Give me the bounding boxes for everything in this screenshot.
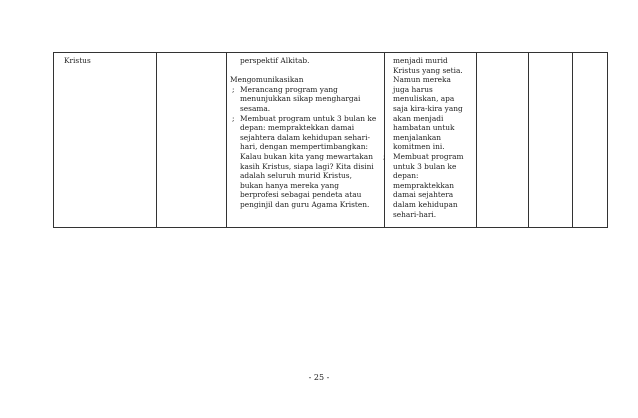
activity-line: sejahtera dalam kehidupan sehari-: [240, 132, 370, 142]
activity-heading: Mengomunikasikan: [230, 75, 304, 85]
column-divider: [226, 53, 227, 227]
activity-line: Membuat program untuk 3 bulan ke: [240, 113, 377, 123]
assessment-line: akan menjadi: [393, 113, 444, 123]
assessment-line: sehari-hari.: [393, 209, 437, 219]
activity-line: adalah seluruh murid Kristus,: [240, 171, 352, 181]
assessment-line: damai sejahtera: [393, 190, 454, 200]
assessment-line: mempraktekkan: [393, 180, 455, 190]
assessment-line: Membuat program: [393, 151, 464, 161]
assessment-line: menuliskan, apa: [393, 94, 455, 104]
activity-line: perspektif Alkitab.: [240, 56, 310, 65]
activity-line: hari, dengan mempertimbangkan:: [240, 142, 369, 152]
bullet-marker: ;: [232, 113, 235, 123]
table-cell-topic: Kristus: [64, 56, 91, 65]
bullet-marker: ;: [232, 84, 235, 94]
assessment-item: [384, 152, 474, 219]
assessment-line: depan:: [393, 171, 419, 181]
activity-line: Merancang program yang: [240, 84, 338, 94]
activity-line: menunjukkan sikap menghargai: [240, 94, 361, 104]
column-divider: [156, 53, 157, 227]
assessment-line: menjalankan: [393, 132, 442, 142]
assessment-line: komitmen ini.: [393, 142, 445, 152]
activity-line: sesama.: [240, 103, 271, 113]
table-cell-activities: [230, 56, 384, 210]
assessment-line: Namun mereka: [393, 75, 451, 85]
bullet-marker: ;: [383, 151, 386, 161]
assessment-line: Kristus yang setia.: [393, 65, 463, 75]
syllabus-table: [53, 52, 608, 228]
page-number: - 25 -: [308, 373, 330, 382]
activity-line: penginjil dan guru Agama Kristen.: [240, 199, 370, 209]
activity-line: Kalau bukan kita yang mewartakan: [240, 151, 373, 161]
column-divider: [528, 53, 529, 227]
assessment-line: menjadi murid: [393, 56, 448, 65]
column-divider: [572, 53, 573, 227]
column-divider: [476, 53, 477, 227]
assessment-line: hambatan untuk: [393, 123, 455, 133]
table-cell-assessment: [384, 56, 474, 219]
activity-item: [230, 85, 384, 114]
assessment-line: saja kira-kira yang: [393, 103, 463, 113]
activity-item: [230, 114, 384, 210]
activity-line: kasih Kristus, siapa lagi? Kita disini: [240, 161, 374, 171]
activity-line: bukan hanya mereka yang: [240, 180, 339, 190]
assessment-line: dalam kehidupan: [393, 199, 458, 209]
activity-line: depan: mempraktekkan damai: [240, 123, 355, 133]
assessment-line: juga harus: [393, 84, 433, 94]
activity-line: berprofesi sebagai pendeta atau: [240, 190, 362, 200]
assessment-line: untuk 3 bulan ke: [393, 161, 457, 171]
